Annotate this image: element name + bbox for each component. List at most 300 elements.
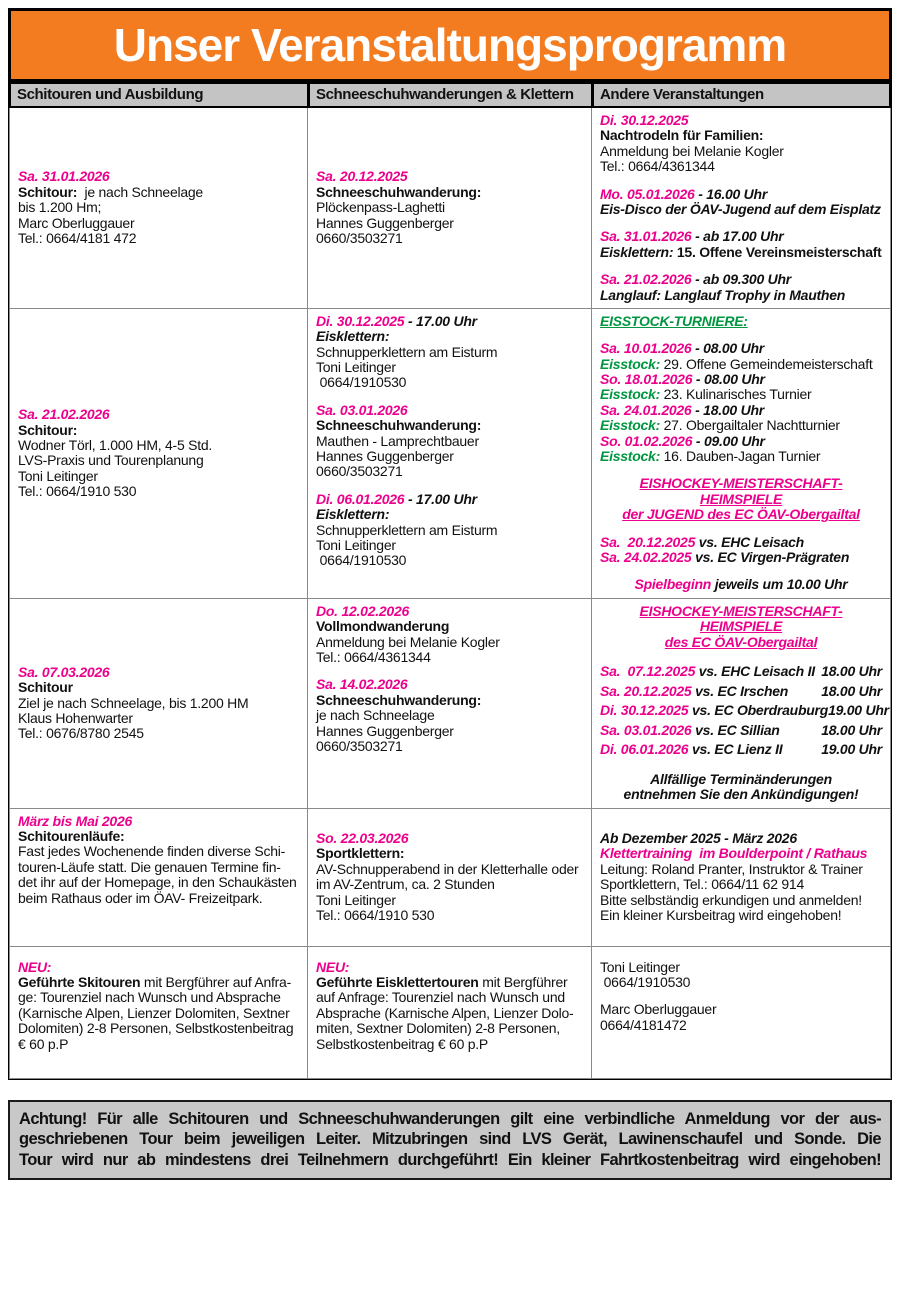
text-segment: Sa. 14.02.2026 (316, 676, 408, 693)
text-segment: - 09.00 Uhr (692, 432, 765, 449)
table-row (9, 947, 891, 1079)
text-segment: So. 22.03.2026 (316, 830, 409, 847)
text-segment: miten, Sextner Dolomiten) 2-8 Personen, (316, 1020, 560, 1037)
text-line (600, 387, 882, 402)
text-line (600, 908, 882, 923)
text-line (18, 990, 299, 1005)
text-line (600, 272, 882, 287)
text-line (600, 245, 882, 260)
text-line (600, 535, 882, 550)
text-line (18, 665, 299, 680)
text-segment: 23. Kulinarisches Turnier (663, 386, 812, 403)
text-segment: Hannes Guggenberger (316, 722, 454, 739)
text-line (316, 523, 583, 538)
text-segment: 0664/1910530 (316, 374, 407, 391)
text-segment: Leitung: Roland Pranter, Instruktor & Trainer (600, 860, 863, 877)
text-segment: Sa. 31.01.2026 (18, 168, 110, 185)
event-block (600, 831, 882, 923)
text-segment: Tel.: 0664/4361344 (316, 648, 431, 665)
header-cell-schitouren: Schitouren und Ausbildung (9, 82, 308, 108)
text-segment: Nachtrodeln für Familien: (600, 127, 764, 144)
event-block (600, 1002, 882, 1033)
text-segment: So. 01.02.2026 (600, 432, 693, 449)
program-table (8, 82, 892, 1080)
text-segment: AV-Schnupperabend in der Kletterhalle oder (316, 860, 579, 877)
text-segment: Sa. 31.01.2026 (600, 228, 692, 245)
text-segment: vs. EC Oberdrauburg (688, 702, 829, 719)
event-block (600, 229, 882, 260)
text-line (600, 418, 882, 433)
text-segment: Schneeschuhwanderung: (316, 691, 482, 708)
text-segment: Selbstkostenbeitrag € 60 p.P (316, 1035, 489, 1052)
text-segment: - ab 09.300 Uhr (691, 271, 791, 288)
text-segment: Sa. 10.01.2026 (600, 340, 692, 357)
text-segment: Allfällige Terminänderungen (650, 770, 832, 787)
text-line (600, 682, 882, 702)
text-line (600, 550, 882, 565)
event-cell (9, 108, 308, 309)
text-line (316, 434, 583, 449)
text-line (316, 449, 583, 464)
text-line (316, 329, 583, 344)
text-segment: Schneeschuhwanderung: (316, 183, 482, 200)
text-segment: Di. 06.01.2026 (316, 490, 405, 507)
event-block (600, 187, 882, 218)
text-segment: Toni Leitinger (600, 958, 680, 975)
text-line (600, 862, 882, 877)
text-segment: Anmeldung bei Melanie Kogler (316, 633, 500, 650)
text-line (600, 772, 882, 787)
text-segment: Plöckenpass-Laghetti (316, 199, 445, 216)
text-segment: Schitour (18, 679, 73, 696)
text-segment: Sa. 20.12.2025 (600, 533, 696, 550)
text-line (316, 739, 583, 754)
text-line (18, 469, 299, 484)
text-line (600, 144, 882, 159)
text-segment: Schitour: (18, 421, 78, 438)
text-segment: NEU: (316, 958, 350, 975)
event-block (316, 492, 583, 569)
text-segment: Sa. 03.01.2026 (316, 401, 408, 418)
event-block (316, 677, 583, 754)
text-segment: des EC ÖAV-Obergailtal (664, 633, 818, 650)
text-line (316, 619, 583, 634)
event-block (600, 577, 882, 592)
event-block (18, 960, 299, 1052)
text-segment: - ab 17.00 Uhr (691, 228, 784, 245)
text-segment: 0664/1910530 (600, 974, 691, 991)
text-line (18, 891, 299, 906)
event-block (600, 604, 882, 650)
event-cell (308, 108, 592, 309)
text-line (316, 403, 583, 418)
text-line (600, 357, 882, 372)
text-segment: Sa. 03.01.2026 (600, 721, 692, 738)
text-segment: 0660/3503271 (316, 463, 403, 480)
text-segment: Sa. 20.12.2025 (600, 682, 692, 699)
text-line (600, 831, 882, 846)
event-cell (592, 309, 891, 599)
text-segment: - 16.00 Uhr (694, 185, 768, 202)
text-line (316, 200, 583, 215)
text-segment: Geführte Skitouren (18, 974, 141, 991)
text-segment: 18.00 Uhr (821, 721, 882, 738)
text-segment: beim Rathaus oder im ÖAV- Freizeitpark. (18, 889, 263, 906)
text-segment: Di. 30.12.2025 (600, 112, 689, 128)
text-segment: - 18.00 Uhr (691, 401, 764, 418)
event-cell (9, 309, 308, 599)
text-segment: Hannes Guggenberger (316, 214, 454, 231)
text-line (316, 1021, 583, 1036)
text-segment: Marc Oberluggauer (600, 1001, 717, 1018)
text-segment: Tel.: 0676/8780 2545 (18, 725, 144, 742)
text-segment: - 17.00 Uhr (404, 490, 477, 507)
text-segment: je nach Schneelage (316, 707, 435, 724)
page-title: Unser Veranstaltungsprogramm (113, 19, 787, 71)
text-line (600, 187, 882, 202)
event-cell (592, 108, 891, 309)
text-line (316, 314, 583, 329)
text-line (600, 721, 882, 741)
text-segment: mit Bergführer (478, 974, 568, 991)
text-segment: Fast jedes Wochenende finden diverse Schi- (18, 843, 286, 860)
text-line (600, 507, 882, 522)
text-segment: Eisklettern: (316, 328, 390, 345)
text-segment: Eisklettern: (600, 243, 677, 260)
text-line (18, 1006, 299, 1021)
text-line (18, 185, 299, 200)
event-cell (308, 599, 592, 809)
text-segment: Mauthen - Lamprechtbauer (316, 432, 479, 449)
text-segment: mit Bergführer auf Anfra- (140, 974, 291, 991)
text-segment: bis 1.200 Hm; (18, 199, 102, 216)
text-line (316, 538, 583, 553)
text-segment: der JUGEND des EC ÖAV-Obergailtal (622, 506, 860, 523)
text-segment: vs. EC Sillian (691, 721, 780, 738)
text-line (316, 975, 583, 990)
text-line (18, 844, 299, 859)
text-line (600, 341, 882, 356)
text-line (18, 860, 299, 875)
text-segment: EISHOCKEY-MEISTERSCHAFT-HEIMSPIELE (639, 475, 843, 507)
text-line (316, 693, 583, 708)
text-segment: Geführte Eisklettertouren (316, 974, 479, 991)
text-line (316, 635, 583, 650)
text-segment: Eisstock: (600, 355, 664, 372)
text-line (18, 423, 299, 438)
text-line (18, 726, 299, 741)
text-segment: det ihr auf der Homepage, in den Schaukästen (18, 874, 297, 891)
text-line (316, 893, 583, 908)
notice-line: Tour wird nur ab mindestens drei Teilnehmern durchgeführt! Ein kleiner Fahrtkostenbeitrag wird eingehoben! (19, 1150, 881, 1169)
text-segment: Absprache (Karnische Alpen, Lienzer Dolo- (316, 1004, 574, 1021)
text-segment: Bitte selbständig erkundigen und anmelden! (600, 891, 862, 908)
text-line (600, 159, 882, 174)
text-segment: Sa. 07.12.2025 (600, 662, 696, 679)
title-banner (8, 8, 892, 82)
text-segment: Toni Leitinger (316, 536, 396, 553)
text-line (316, 345, 583, 360)
text-segment: EISHOCKEY-MEISTERSCHAFT-HEIMSPIELE (639, 602, 843, 635)
text-line (18, 696, 299, 711)
event-block (600, 662, 889, 760)
text-line (316, 604, 583, 619)
text-line (18, 875, 299, 890)
text-segment: Eisstock: (600, 417, 664, 434)
text-line (600, 229, 882, 244)
notice-line: geschriebenen Tour beim jeweiligen Leiter. Mitzubringen sind LVS Gerät, Lawinenschaufel und Sonde. Die (19, 1130, 881, 1149)
text-line (18, 829, 299, 844)
text-segment: Sa. 21.02.2026 (18, 406, 110, 423)
event-block (316, 314, 583, 391)
text-segment: Schnupperklettern am Eisturm (316, 521, 498, 538)
text-segment: € 60 p.P (18, 1035, 69, 1052)
text-segment: jeweils um 10.00 Uhr (714, 576, 848, 593)
text-segment: Ein kleiner Kursbeitrag wird eingehoben! (600, 906, 842, 923)
text-line (316, 877, 583, 892)
text-segment: Sa. 24.01.2026 (600, 401, 692, 418)
table-row (9, 599, 891, 809)
text-segment: EISSTOCK-TURNIERE: (600, 312, 748, 329)
text-segment: Eisklettern: (316, 506, 390, 523)
text-segment: vs. EC Lienz II (688, 741, 783, 758)
event-block (18, 169, 299, 246)
event-block (316, 960, 583, 1052)
text-segment: Schitour: (18, 183, 78, 200)
text-line (316, 553, 583, 568)
text-segment: Schitourenläufe: (18, 828, 125, 845)
text-segment: 16. Dauben-Jagan Turnier (663, 448, 821, 465)
text-segment: entnehmen Sie den Ankündigungen! (623, 786, 859, 803)
text-segment: 27. Obergailtaler Nachtturnier (663, 417, 840, 434)
text-line (600, 434, 882, 449)
text-line (316, 464, 583, 479)
text-segment: im AV-Zentrum, ca. 2 Stunden (316, 876, 495, 893)
text-segment: Tel.: 0664/1910 530 (316, 906, 435, 923)
text-segment: Tel.: 0664/1910 530 (18, 483, 137, 500)
text-segment: Sa. 07.03.2026 (18, 663, 110, 680)
text-line (316, 492, 583, 507)
event-block (18, 407, 299, 499)
text-line (18, 231, 299, 246)
text-line (600, 635, 882, 650)
text-line (316, 960, 583, 975)
text-line (600, 740, 882, 760)
table-row (9, 108, 891, 309)
text-segment: - 08.00 Uhr (692, 371, 765, 388)
text-line (316, 831, 583, 846)
text-segment: 29. Offene Gemeindemeisterschaft (663, 355, 873, 372)
event-block (316, 831, 583, 923)
event-block (600, 476, 882, 522)
text-segment: Di. 06.01.2026 (600, 741, 689, 758)
event-block (18, 814, 299, 906)
text-line (600, 1002, 882, 1017)
text-segment: Eisstock: (600, 448, 664, 465)
text-segment: vs. EHC Leisach II (695, 662, 815, 679)
event-block (316, 604, 583, 666)
text-segment: Wodner Törl, 1.000 HM, 4-5 Std. (18, 436, 213, 453)
text-segment: 19.00 Uhr (828, 702, 889, 719)
text-segment: touren-Läufe statt. Die genauen Termine fin- (18, 858, 281, 875)
text-line (18, 484, 299, 499)
text-segment: Anmeldung bei Melanie Kogler (600, 142, 784, 159)
text-line (18, 711, 299, 726)
text-segment: - 17.00 Uhr (404, 312, 477, 329)
text-segment: Do. 12.02.2026 (316, 602, 410, 619)
text-line (18, 200, 299, 215)
text-segment: vs. EC Irschen (691, 682, 789, 699)
text-line (316, 990, 583, 1005)
text-segment: Dolomiten) 2-8 Personen, Selbstkostenbeitrag (18, 1020, 294, 1037)
text-line (600, 893, 882, 908)
text-line (600, 476, 882, 507)
event-block (600, 314, 882, 329)
text-line (316, 650, 583, 665)
event-block (316, 169, 583, 246)
text-line (316, 708, 583, 723)
text-segment: Eis-Disco der ÖAV-Jugend auf dem Eisplatz (600, 200, 881, 217)
text-line (600, 577, 882, 592)
text-line (316, 908, 583, 923)
text-segment: Hannes Guggenberger (316, 448, 454, 465)
text-segment: Sportklettern: (316, 845, 405, 862)
text-segment: Toni Leitinger (18, 467, 98, 484)
text-line (600, 314, 882, 329)
text-line (316, 375, 583, 390)
text-line (600, 877, 882, 892)
text-line (600, 960, 882, 975)
event-cell (592, 809, 891, 947)
event-block (600, 341, 882, 464)
text-line (316, 724, 583, 739)
text-segment: je nach Schneelage (77, 183, 203, 200)
text-line (316, 216, 583, 231)
text-line (600, 449, 882, 464)
text-line (316, 846, 583, 861)
text-segment: 18.00 Uhr (821, 682, 882, 699)
text-segment: (Karnische Alpen, Lienzer Dolomiten, Sextner (18, 1004, 290, 1021)
text-segment: Ab Dezember 2025 - März 2026 (600, 830, 797, 847)
text-segment: Sa. 21.02.2026 (600, 271, 692, 288)
text-line (18, 169, 299, 184)
text-segment: Sa. 24.02.2025 (600, 548, 692, 565)
text-line (316, 677, 583, 692)
text-segment: Sa. 20.12.2025 (316, 168, 408, 185)
text-segment: vs. EC Virgen-Prägraten (691, 548, 850, 565)
text-segment: Eisstock: (600, 386, 664, 403)
text-segment: Klaus Hohenwarter (18, 709, 133, 726)
event-block (600, 772, 882, 803)
text-segment: - 08.00 Uhr (691, 340, 764, 357)
text-line (316, 1037, 583, 1052)
text-segment: 0664/4181472 (600, 1016, 687, 1033)
text-segment: Schnupperklettern am Eisturm (316, 343, 498, 360)
text-line (600, 202, 882, 217)
text-segment: auf Anfrage: Tourenziel nach Wunsch und (316, 989, 565, 1006)
event-block (600, 535, 882, 566)
text-line (316, 185, 583, 200)
text-segment: Tel.: 0664/4181 472 (18, 230, 137, 247)
table-body (9, 108, 891, 1079)
table-row (9, 809, 891, 947)
text-segment: 0660/3503271 (316, 737, 403, 754)
text-segment: Toni Leitinger (316, 891, 396, 908)
event-cell (592, 947, 891, 1079)
text-line (18, 960, 299, 975)
text-segment: Di. 30.12.2025 (316, 312, 405, 329)
text-segment: Spielbeginn (634, 576, 715, 593)
event-cell (308, 809, 592, 947)
text-segment: 0664/1910530 (316, 552, 407, 569)
text-line (600, 403, 882, 418)
event-cell (9, 947, 308, 1079)
text-line (600, 787, 882, 802)
event-cell (9, 809, 308, 947)
text-segment: Marc Oberluggauer (18, 214, 135, 231)
text-segment: Sportklettern, Tel.: 0664/11 62 914 (600, 876, 804, 893)
text-line (600, 372, 882, 387)
text-line (18, 407, 299, 422)
text-line (600, 1018, 882, 1033)
text-segment: 15. Offene Vereinsmeisterschaft (676, 243, 882, 260)
header-cell-andere: Andere Veranstaltungen (592, 82, 891, 108)
text-line (18, 680, 299, 695)
text-segment: NEU: (18, 958, 52, 975)
text-line (316, 169, 583, 184)
text-segment: Di. 30.12.2025 (600, 702, 689, 719)
text-segment: Vollmondwanderung (316, 618, 450, 635)
event-block (600, 113, 882, 175)
text-segment: vs. EHC Leisach (695, 533, 804, 550)
event-block (600, 960, 882, 991)
text-line (600, 128, 882, 143)
text-line (18, 814, 299, 829)
text-line (18, 453, 299, 468)
event-block (316, 403, 583, 480)
notice-box (8, 1100, 892, 1180)
text-segment: 18.00 Uhr (821, 662, 882, 679)
text-segment: Tel.: 0664/4361344 (600, 158, 715, 175)
text-segment: LVS-Praxis und Tourenplanung (18, 452, 204, 469)
table-row (9, 309, 891, 599)
text-line (600, 975, 882, 990)
text-segment: Toni Leitinger (316, 359, 396, 376)
text-line (316, 418, 583, 433)
text-line (600, 288, 882, 303)
text-segment: Langlauf: Langlauf Trophy in Mauthen (600, 286, 846, 303)
event-cell (308, 947, 592, 1079)
header-cell-schneeschuh: Schneeschuhwanderungen & Klettern (308, 82, 592, 108)
event-block (600, 272, 882, 303)
text-line (18, 975, 299, 990)
text-line (316, 862, 583, 877)
text-segment: März bis Mai 2026 (18, 812, 133, 829)
text-line (18, 1037, 299, 1052)
text-line (600, 662, 882, 682)
text-line (316, 360, 583, 375)
text-segment: Mo. 05.01.2026 (600, 185, 695, 202)
text-segment: 19.00 Uhr (821, 741, 882, 758)
event-cell (308, 309, 592, 599)
text-line (600, 701, 889, 721)
notice-line: Achtung! Für alle Schitouren und Schneeschuhwanderungen gilt eine verbindliche Anmeldung vor der aus- (19, 1109, 881, 1128)
event-block (18, 665, 299, 742)
table-header-row (9, 82, 891, 108)
text-segment: Schneeschuhwanderung: (316, 417, 482, 434)
text-segment: Ziel je nach Schneelage, bis 1.200 HM (18, 694, 249, 711)
text-line (18, 1021, 299, 1036)
